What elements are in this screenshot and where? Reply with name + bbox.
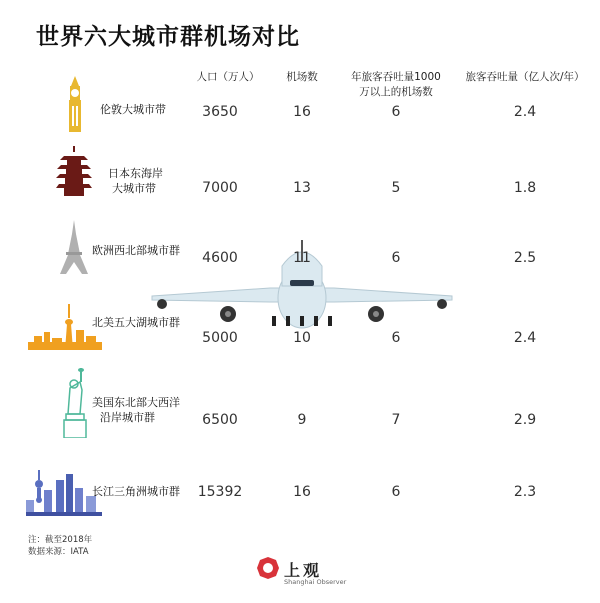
cell-population: 15392 — [197, 484, 243, 500]
cell-population: 6500 — [202, 412, 238, 428]
eiffel-tower-icon — [60, 220, 88, 274]
cell-throughput: 2.5 — [513, 250, 537, 266]
cell-large-airports: 6 — [391, 330, 401, 346]
row-label-us-ne-2: 沿岸城市群 — [100, 411, 155, 424]
cell-airports: 11 — [293, 250, 311, 266]
header-throughput: 旅客吞吐量（亿人次/年） — [465, 71, 585, 83]
cell-population: 7000 — [202, 180, 238, 196]
footnotes — [28, 534, 92, 558]
cell-throughput: 2.4 — [513, 330, 537, 346]
footnote-date: 注：截至2018年 — [28, 535, 93, 545]
cell-airports: 16 — [293, 484, 311, 500]
row-label-great-lakes: 北美五大湖城市群 — [92, 316, 180, 329]
cell-airports: 16 — [293, 104, 311, 120]
header-large-airports: 年旅客吞吐量1000万以上的机场数 — [351, 71, 441, 98]
row-label-nw-europe: 欧洲西北部城市群 — [92, 244, 180, 257]
row-label-us-ne-1: 美国东北部大西洋 — [92, 396, 180, 409]
cell-airports: 9 — [297, 412, 307, 428]
row-label-japan-2: 大城市带 — [112, 182, 156, 195]
footnote-source: 数据来源：IATA — [28, 547, 89, 557]
page-title: 世界六大城市群机场对比 — [36, 24, 300, 50]
pagoda-icon — [56, 146, 92, 196]
cell-large-airports: 6 — [391, 484, 401, 500]
statue-of-liberty-icon — [62, 368, 90, 438]
big-ben-icon — [62, 76, 88, 132]
cn-tower-skyline-icon — [28, 304, 102, 350]
header-airports: 机场数 — [286, 71, 318, 83]
cell-population: 4600 — [202, 250, 238, 266]
header-population: 人口（万人） — [196, 71, 260, 83]
logo-name: 上观 — [284, 561, 323, 580]
cell-throughput: 1.8 — [513, 180, 537, 196]
row-label-japan-1: 日本东海岸 — [108, 167, 163, 180]
cell-large-airports: 6 — [391, 250, 401, 266]
cell-throughput: 2.4 — [513, 104, 537, 120]
cell-airports: 13 — [293, 180, 311, 196]
cell-large-airports: 7 — [391, 412, 401, 428]
cell-population: 5000 — [202, 330, 238, 346]
cell-large-airports: 5 — [391, 180, 401, 196]
cell-population: 3650 — [202, 104, 238, 120]
row-label-yangtze: 长江三角洲城市群 — [92, 485, 180, 498]
row-label-london: 伦敦大城市带 — [100, 103, 166, 116]
shanghai-skyline-icon — [26, 470, 102, 516]
cell-throughput: 2.3 — [513, 484, 537, 500]
cell-airports: 10 — [293, 330, 311, 346]
shanghai-observer-logo-icon — [256, 556, 280, 580]
cell-large-airports: 6 — [391, 104, 401, 120]
logo-subtitle: Shanghai Observer — [284, 578, 347, 586]
cell-throughput: 2.9 — [513, 412, 537, 428]
